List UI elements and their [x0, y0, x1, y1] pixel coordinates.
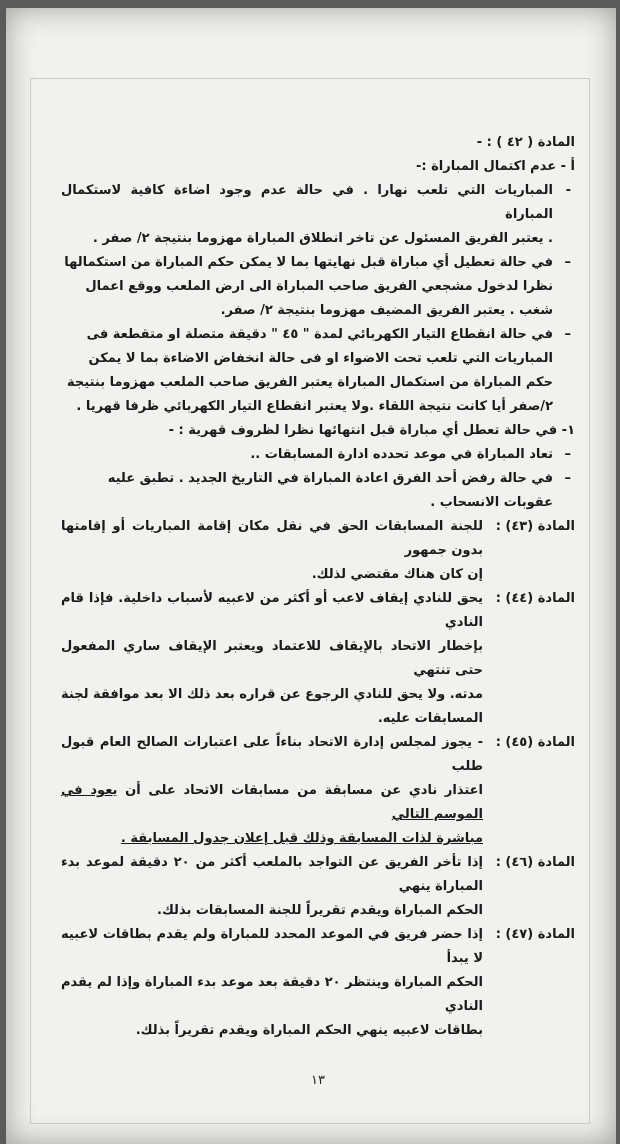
bullet-line: في حالة رفض أحد الفرق اعادة المباراة في التاريخ الجديد . تطبق عليه	[107, 471, 553, 486]
page-frame	[30, 78, 590, 1124]
bullet-line: حكم المباراة من استكمال المباراة يعتبر الفريق صاحب الملعب مهزوما بنتيجة	[67, 375, 553, 390]
article-line: إذا حضر فريق في الموعد المحدد للمباراة ولم يقدم بطاقات لاعبيه لا يبدأ	[61, 927, 483, 966]
bullet-dash: -	[565, 183, 571, 198]
document-body	[61, 131, 575, 1093]
article-47-label: المادة (٤٧) :	[495, 927, 575, 942]
bullet-line: نظرا لدخول مشجعي الفريق صاحب المباراة الى ارض الملعب ووقع اعمال	[85, 279, 553, 294]
bullet-line: تعاد المباراة في موعد تحدده ادارة المسابقات ..	[250, 447, 553, 462]
bullet-dash: –	[564, 471, 571, 486]
bullet-dash: –	[564, 255, 571, 270]
bullet-line: المباريات التي تلعب تحت الاضواء او فى حالة انخفاض الاضاءة بما لا يمكن	[88, 351, 553, 366]
article-line: مدته. ولا يحق للنادي الرجوع عن قراره بعد ذلك الا بعد موافقة لجنة	[61, 687, 483, 702]
bullet-item	[61, 179, 575, 251]
bullet-item	[61, 251, 575, 323]
article-line: يحق للنادي إيقاف لاعب أو أكثر من لاعبيه لأسباب داخلية. فإذا قام النادي	[61, 591, 483, 630]
article-43	[61, 515, 575, 587]
article-47	[61, 923, 575, 1043]
article-44	[61, 587, 575, 731]
heading-a: أ - عدم اكتمال المباراة :-	[415, 159, 575, 174]
article-line: إن كان هناك مقتضي لذلك.	[311, 567, 483, 582]
bullet-line: عقوبات الانسحاب .	[430, 495, 553, 510]
bullet-line: في حالة انقطاع التيار الكهربائي لمدة " ٤٥ " دقيقة متصلة او متقطعة فى	[86, 327, 553, 342]
article-46	[61, 851, 575, 923]
article-line: الحكم المباراة ويقدم تقريراً للجنة المسابقات بذلك.	[157, 903, 483, 918]
bullet-line: المباريات التي تلعب نهارا . في حالة عدم وجود اضاءة كافية لاستكمال المباراة	[61, 183, 553, 222]
article-45	[61, 731, 575, 851]
article-44-label: المادة (٤٤) :	[495, 591, 575, 606]
bullet-item	[61, 467, 575, 515]
bullet-item	[61, 323, 575, 419]
heading-1: ١- في حالة تعطل أي مباراة قبل انتهائها نظرا لظروف قهرية : -	[168, 423, 575, 438]
bullet-item	[61, 443, 575, 467]
article-45-label: المادة (٤٥) :	[495, 735, 575, 750]
article-line-part: اعتذار نادي عن مسابقة من مسابقات الاتحاد على أن	[125, 783, 484, 798]
bullet-dash: –	[564, 447, 571, 462]
bullet-line: في حالة تعطيل أي مباراة قبل نهايتها بما لا يمكن حكم المباراة من استكمالها	[64, 255, 553, 270]
article-line: الحكم المباراة وينتظر ٢٠ دقيقة بعد موعد بدء المباراة وإذا لم يقدم النادي	[61, 975, 483, 1014]
scanned-page	[6, 8, 616, 1144]
article-line: للجنة المسابقات الحق في نقل مكان إقامة المباريات أو إقامتها بدون جمهور	[61, 519, 483, 558]
article-line-mixed	[61, 779, 483, 827]
article-43-label: المادة (٤٣) :	[495, 519, 575, 534]
page-number: ١٣	[311, 1073, 325, 1088]
article-line: إذا تأخر الفريق عن التواجد بالملعب أكثر من ٢٠ دقيقة لموعد بدء المباراة ينهي	[61, 855, 483, 894]
article-line: - يجوز لمجلس إدارة الاتحاد بناءاً على اعتبارات الصالح العام قبول طلب	[61, 735, 483, 774]
bullet-line: شغب . يعتبر الفريق المضيف مهزوما بنتيجة ٢/ صفر.	[220, 303, 553, 318]
article-46-label: المادة (٤٦) :	[495, 855, 575, 870]
bullet-line: ٢/صفر أيا كانت نتيجة اللقاء .ولا يعتبر انقطاع التيار الكهربائي ظرفا قهريا .	[76, 399, 553, 414]
article-line-underlined: يعود في الموسم التالي	[61, 783, 483, 822]
article-line: بطاقات لاعبيه ينهي الحكم المباراة ويقدم تقريراً بذلك.	[135, 1023, 483, 1038]
bullet-line: . يعتبر الفريق المسئول عن تاخر انطلاق المباراة مهزوما بنتيجة ٢/ صفر .	[92, 231, 553, 246]
article-42-title: المادة ( ٤٢ ) : -	[476, 135, 575, 150]
bullet-dash: –	[564, 327, 571, 342]
article-line-underlined: مباشرة لذات المسابقة وذلك قبل إعلان جدول المسابقة .	[120, 831, 483, 846]
article-line: بإخطار الاتحاد بالإيقاف للاعتماد ويعتبر الإيقاف ساري المفعول حتى تنتهي	[61, 639, 483, 678]
article-line: المسابقات عليه.	[377, 711, 483, 726]
